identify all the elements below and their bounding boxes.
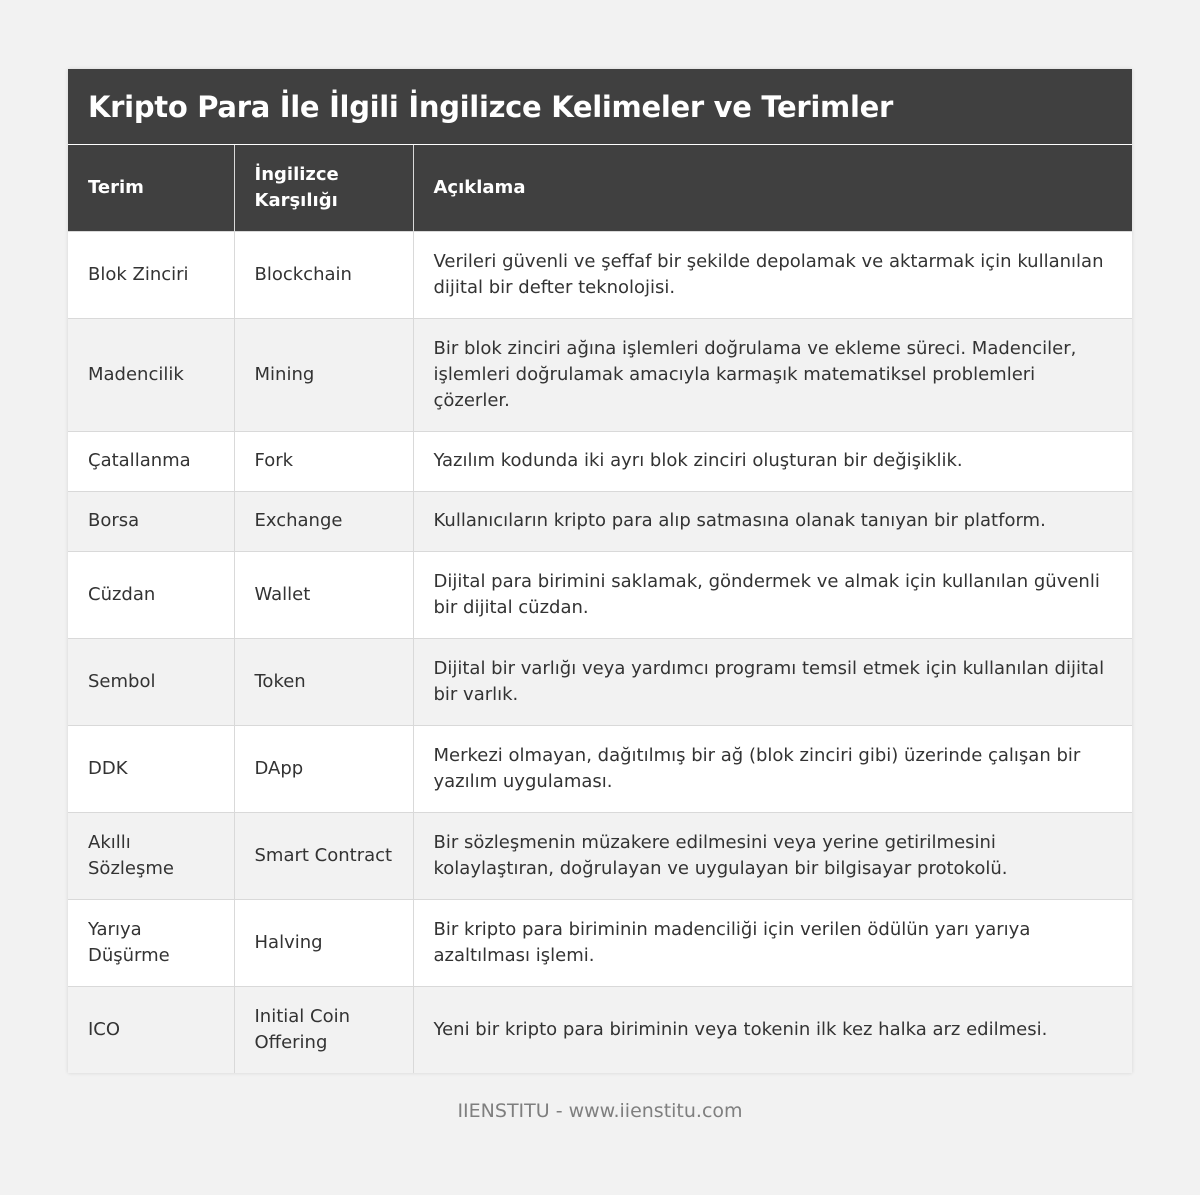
cell-english: Wallet	[234, 551, 413, 638]
table-row	[68, 899, 1132, 986]
table-row	[68, 986, 1132, 1073]
table-row	[68, 231, 1132, 318]
cell-description: Verileri güvenli ve şeffaf bir şekilde depolamak ve aktarmak için kullanılan dijital bir defter teknolojisi.	[413, 231, 1132, 318]
table-row	[68, 551, 1132, 638]
cell-english: Fork	[234, 431, 413, 491]
footer-credit: IIENSTITU - www.iienstitu.com	[457, 1100, 743, 1122]
table-row	[68, 431, 1132, 491]
table-row	[68, 812, 1132, 899]
terms-table	[68, 145, 1132, 1073]
cell-description: Yeni bir kripto para biriminin veya tokenin ilk kez halka arz edilmesi.	[413, 986, 1132, 1073]
cell-description: Bir sözleşmenin müzakere edilmesini veya yerine getirilmesini kolaylaştıran, doğrulayan ve uygulayan bir bilgisayar protokolü.	[413, 812, 1132, 899]
cell-english: Halving	[234, 899, 413, 986]
table-row	[68, 491, 1132, 551]
cell-term: Cüzdan	[68, 551, 234, 638]
cell-english: Mining	[234, 318, 413, 431]
cell-description: Yazılım kodunda iki ayrı blok zinciri oluşturan bir değişiklik.	[413, 431, 1132, 491]
cell-term: Madencilik	[68, 318, 234, 431]
cell-term: Borsa	[68, 491, 234, 551]
cell-description: Bir kripto para biriminin madenciliği için verilen ödülün yarı yarıya azaltılması işlemi.	[413, 899, 1132, 986]
cell-term: ICO	[68, 986, 234, 1073]
cell-description: Bir blok zinciri ağına işlemleri doğrulama ve ekleme süreci. Madenciler, işlemleri doğrulamak amacıyla karmaşık matematiksel problemleri çözerler.	[413, 318, 1132, 431]
cell-english: Blockchain	[234, 231, 413, 318]
header-description: Açıklama	[413, 145, 1132, 231]
table-row	[68, 318, 1132, 431]
page-title: Kripto Para İle İlgili İngilizce Kelimeler ve Terimler	[68, 69, 1132, 145]
cell-term: Çatallanma	[68, 431, 234, 491]
header-term: Terim	[68, 145, 234, 231]
cell-description: Dijital para birimini saklamak, göndermek ve almak için kullanılan güvenli bir dijital cüzdan.	[413, 551, 1132, 638]
cell-english: Smart Contract	[234, 812, 413, 899]
terms-card	[68, 69, 1132, 1073]
cell-term: Blok Zinciri	[68, 231, 234, 318]
cell-description: Dijital bir varlığı veya yardımcı programı temsil etmek için kullanılan dijital bir varlık.	[413, 638, 1132, 725]
cell-english: DApp	[234, 725, 413, 812]
cell-description: Kullanıcıların kripto para alıp satmasına olanak tanıyan bir platform.	[413, 491, 1132, 551]
cell-english: Initial Coin Offering	[234, 986, 413, 1073]
cell-description: Merkezi olmayan, dağıtılmış bir ağ (blok zinciri gibi) üzerinde çalışan bir yazılım uygulaması.	[413, 725, 1132, 812]
cell-term: Sembol	[68, 638, 234, 725]
header-english: İngilizce Karşılığı	[234, 145, 413, 231]
cell-english: Token	[234, 638, 413, 725]
table-row	[68, 725, 1132, 812]
cell-term: DDK	[68, 725, 234, 812]
table-header-row	[68, 145, 1132, 231]
table-row	[68, 638, 1132, 725]
cell-english: Exchange	[234, 491, 413, 551]
cell-term: Yarıya Düşürme	[68, 899, 234, 986]
cell-term: Akıllı Sözleşme	[68, 812, 234, 899]
